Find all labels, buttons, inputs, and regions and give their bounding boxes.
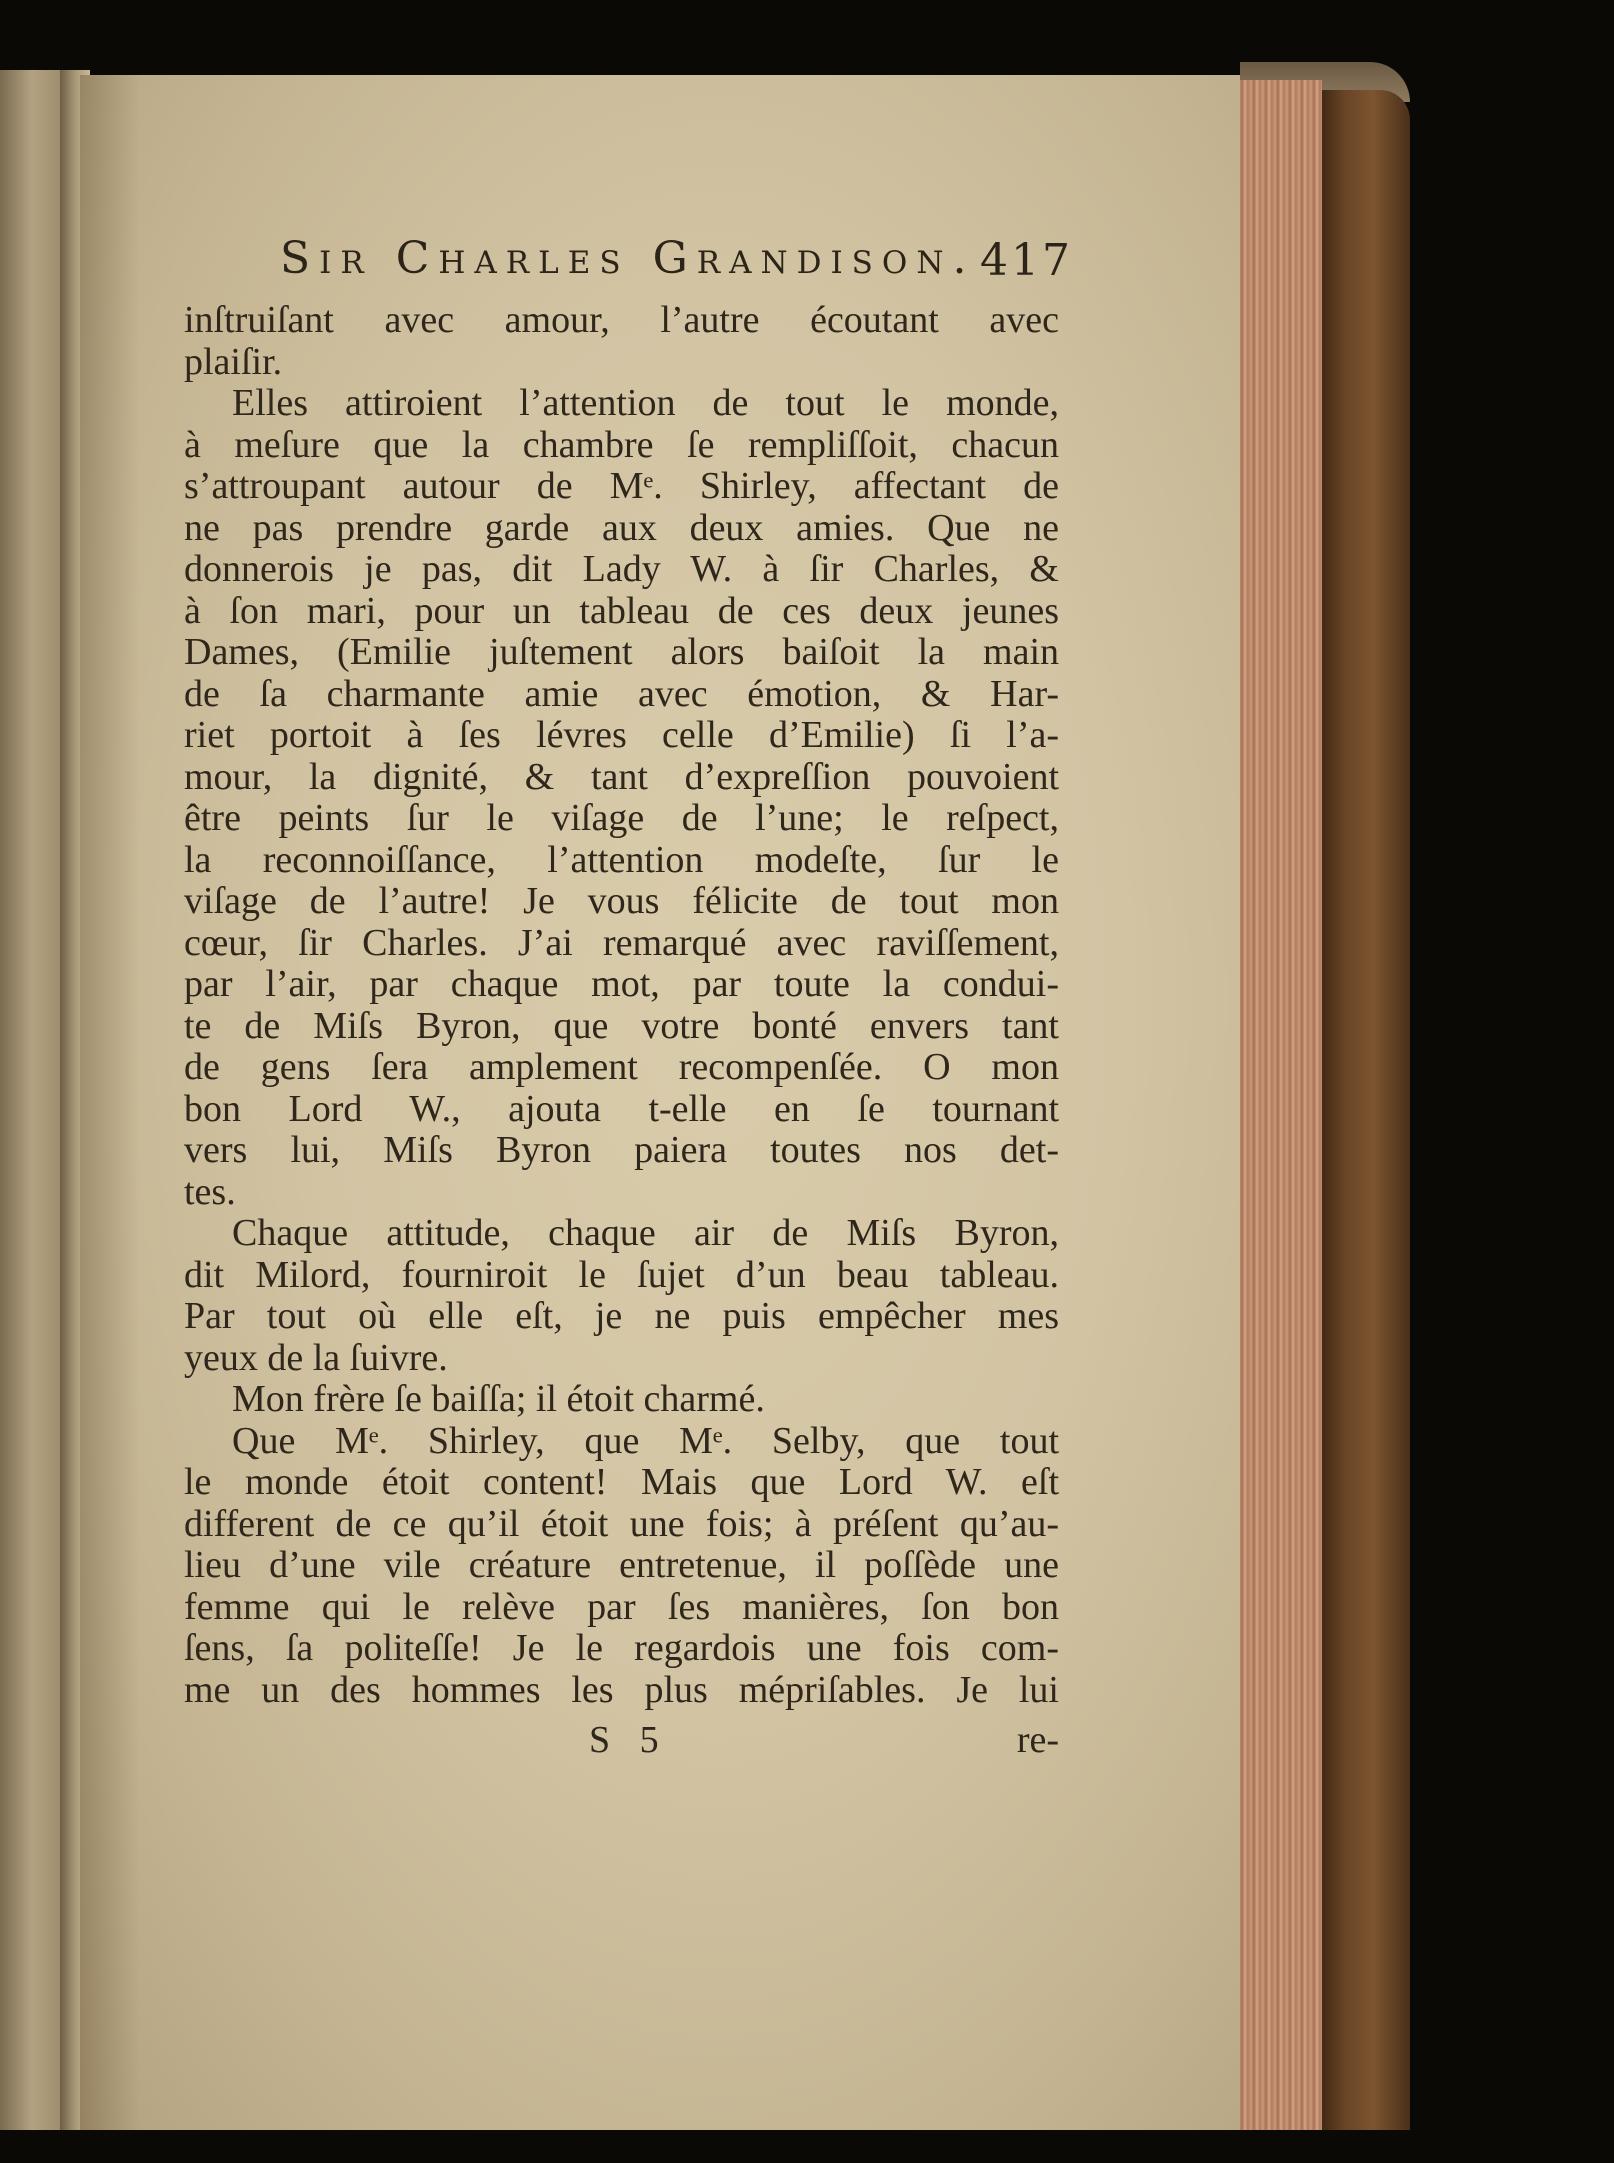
page-gutter-shadow [80,75,140,2130]
text-line: me un des hommes les plus mépriſables. Je lui [184,1669,1059,1711]
text-line: bon Lord W., ajouta t-elle en ſe tournant [184,1088,1059,1130]
page-footer [184,1718,1059,1768]
text-line: donnerois je pas, dit Lady W. à ſir Charles, & [184,549,1059,590]
text-line: Par tout où elle eſt, je ne puis empêcher mes [184,1296,1059,1337]
text-line: le monde étoit content! Mais que Lord W. eſt [184,1462,1059,1503]
text-line: plaiſir. [184,341,283,383]
text-line: tes. [184,1171,236,1213]
text-line: ne pas prendre garde aux deux amies. Que ne [184,507,1059,549]
text-line: yeux de la ſuivre. [184,1337,448,1379]
text-line: Dames, (Emilie juſtement alors baiſoit la main [184,632,1059,673]
page-number: 417 [980,235,1073,286]
text-line: ſens, ſa politeſſe! Je le regardois une fois com- [184,1628,1059,1669]
signature-mark: S 5 [589,1719,669,1761]
text-line: mour, la dignité, & tant d’expreſſion pouvoient [184,756,1059,798]
catchword: re- [1016,1719,1059,1761]
book-cover-edge [1318,90,1410,2130]
text-line: Chaque attitude, chaque air de Miſs Byron, [232,1213,1059,1254]
text-line: à ſon mari, pour un tableau de ces deux jeunes [184,590,1059,632]
text-line: te de Miſs Byron, que votre bonté envers tant [184,1005,1059,1047]
text-line: Que Mᵉ. Shirley, que Mᵉ. Selby, que tout [232,1420,1059,1462]
text-line: femme qui le relève par ſes manières, ſon bon [184,1586,1059,1628]
text-line: Elles attiroient l’attention de tout le monde, [232,383,1059,424]
text-line: riet portoit à ſes lévres celle d’Emilie) ſi l’a- [184,715,1059,756]
text-line: cœur, ſir Charles. J’ai remarqué avec raviſſement, [184,922,1059,964]
text-line: de gens ſera amplement recompenſée. O mon [184,1047,1059,1088]
text-line: inſtruiſant avec amour, l’autre écoutant avec [184,300,1059,341]
text-line: different de ce qu’il étoit une fois; à préſent qu’au- [184,1503,1059,1545]
text-line: à meſure que la chambre ſe rempliſſoit, chacun [184,424,1059,466]
text-line: Mon frère ſe baiſſa; il étoit charmé. [232,1379,765,1420]
text-line: par l’air, par chaque mot, par toute la condui- [184,964,1059,1005]
text-line: être peints ſur le viſage de l’une; le reſpect, [184,798,1059,839]
text-line: s’attroupant autour de Mᵉ. Shirley, affectant de [184,466,1059,507]
text-line: viſage de l’autre! Je vous félicite de tout mon [184,881,1059,922]
text-line: dit Milord, fourniroit le ſujet d’un beau tableau. [184,1254,1059,1296]
running-title: Sir Charles Grandison. [280,233,976,284]
running-header [180,233,1073,293]
text-line: la reconnoiſſance, l’attention modeſte, ſur le [184,839,1059,881]
body-text [184,300,1059,1711]
text-line: lieu d’une vile créature entretenue, il poſſède une [184,1545,1059,1586]
text-line: vers lui, Miſs Byron paiera toutes nos det- [184,1130,1059,1171]
text-line: de ſa charmante amie avec émotion, & Har- [184,673,1059,715]
